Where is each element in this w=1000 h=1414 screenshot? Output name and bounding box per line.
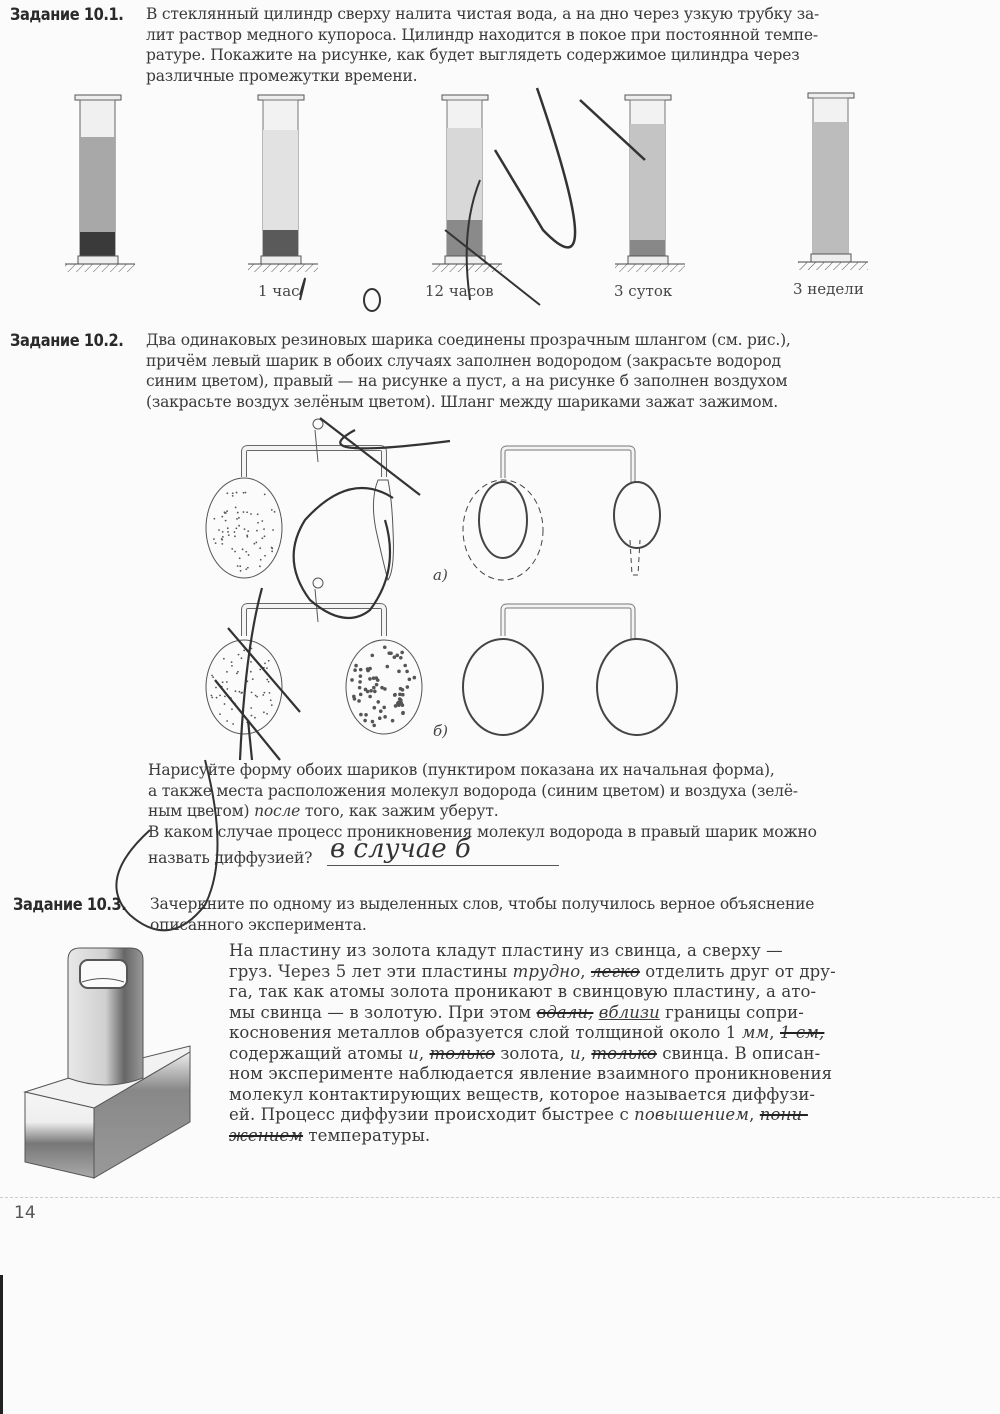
task-10-3-label: Задание 10.3. <box>13 895 127 915</box>
text-fragment: мы свинца — в золотую. При этом <box>229 1002 537 1022</box>
text-line <box>229 1023 836 1044</box>
option-word[interactable]: и <box>408 1043 419 1063</box>
text-line <box>229 962 836 983</box>
text-fragment: золота, <box>494 1043 570 1063</box>
text-line: причём левый шарик в обоих случаях заполнен водородом (закрасьте водород <box>146 351 781 370</box>
option-word-struck[interactable]: легко <box>590 961 640 981</box>
text-line <box>229 1126 836 1147</box>
text-line: На пластину из золота кладут пластину из свинца, а сверху — <box>229 941 783 960</box>
option-word-struck[interactable]: жением <box>229 1125 304 1145</box>
text-fragment: того, как зажим уберут. <box>300 802 499 820</box>
text-fragment: косновения металлов образуется слой толщиной около 1 <box>229 1023 742 1042</box>
text-fragment: температуры. <box>303 1125 431 1145</box>
italic-word: после <box>254 802 301 820</box>
handwritten-answer[interactable]: в случае б <box>330 834 471 864</box>
task-10-2-label: Задание 10.2. <box>10 331 124 351</box>
text-line: ном эксперименте наблюдается явление взаимного проникновения <box>229 1064 833 1083</box>
text-fragment: , <box>769 1023 780 1042</box>
caption-1-hour: 1 час <box>258 282 300 300</box>
option-word-struck[interactable]: вдали, <box>536 1002 594 1022</box>
text-fragment: границы сопри- <box>659 1002 804 1022</box>
caption-3-days: 3 суток <box>614 282 673 300</box>
text-line: молекул контактирующих веществ, которое называется диффузи- <box>229 1084 816 1104</box>
scan-edge <box>0 1275 3 1414</box>
text-fragment: свинца. В описан- <box>656 1043 821 1063</box>
text-line: а также места расположения молекул водорода (синим цветом) и воздуха (зелё- <box>148 781 798 800</box>
question-prompt: назвать диффузией? <box>148 849 313 867</box>
text-line: ей. Процесс диффузии происходит быстрее с повышением, пони- <box>229 1105 808 1124</box>
option-word-struck[interactable]: пони- <box>759 1105 808 1124</box>
weight-on-plates-illustration <box>0 0 240 1200</box>
task-10-3-intro <box>150 894 814 935</box>
option-word[interactable]: и <box>569 1043 581 1063</box>
caption-3-weeks: 3 недели <box>793 280 864 298</box>
text-fragment: содержащий атомы <box>229 1043 409 1063</box>
text-line: га, так как атомы золота проникают в свинцовую пластину, а ато- <box>229 982 817 1001</box>
text-line: лит раствор медного купороса. Цилиндр находится в покое при постоянной темпе- <box>146 25 818 44</box>
option-word-struck[interactable]: 1 см, <box>779 1023 825 1042</box>
figure-b-label: б) <box>433 722 449 740</box>
text-line: Два одинаковых резиновых шарика соединены прозрачным шлангом (см. рис.), <box>146 331 791 349</box>
text-line: (закрасьте воздух зелёным цветом). Шланг между шариками зажат зажимом. <box>146 392 778 411</box>
page-footer-divider <box>0 1197 1000 1198</box>
text-line: описанного эксперимента. <box>150 915 367 934</box>
option-word[interactable]: повышением <box>634 1105 750 1124</box>
option-word-struck[interactable]: только <box>429 1043 495 1063</box>
task-10-1-label: Задание 10.1. <box>10 5 124 25</box>
task-10-3-passage <box>229 941 836 1146</box>
page-number: 14 <box>14 1203 36 1223</box>
text-line <box>229 1003 836 1024</box>
question-line: В каком случае процесс проникновения молекул водорода в правый шарик можно <box>148 822 817 841</box>
text-line: Зачеркните по одному из выделенных слов, чтобы получилось верное объяснение <box>150 895 815 913</box>
figure-a-label: а) <box>433 566 448 584</box>
caption-12-hours: 12 часов <box>425 282 494 300</box>
text-line: содержащий атомы и, только золота, и, только свинца. В описан- <box>229 1043 821 1063</box>
text-line: В стеклянный цилиндр сверху налита чистая вода, а на дно через узкую трубку за- <box>146 5 820 23</box>
text-line: различные промежутки времени. <box>146 66 418 85</box>
option-word-struck[interactable]: только <box>591 1043 657 1063</box>
text-line: синим цветом), правый — на рисунке а пуст, а на рисунке б заполнен воздухом <box>146 372 788 390</box>
text-fragment: отделить друг от дру- <box>639 961 836 981</box>
text-line: ратуре. Покажите на рисунке, как будет выглядеть содержимое цилиндра через <box>146 46 800 64</box>
text-fragment: ей. Процесс диффузии происходит быстрее с <box>229 1105 635 1124</box>
text-line: Нарисуйте форму обоих шариков (пунктиром показана их начальная форма), <box>148 761 775 779</box>
option-word[interactable]: вблизи <box>598 1002 660 1022</box>
text-fragment: ным цветом) <box>148 802 255 820</box>
option-word[interactable]: мм <box>741 1023 770 1042</box>
text-fragment: груз. Через 5 лет эти пластины <box>229 961 513 981</box>
option-word[interactable]: трудно <box>512 961 581 981</box>
text-fragment: , <box>580 961 591 981</box>
